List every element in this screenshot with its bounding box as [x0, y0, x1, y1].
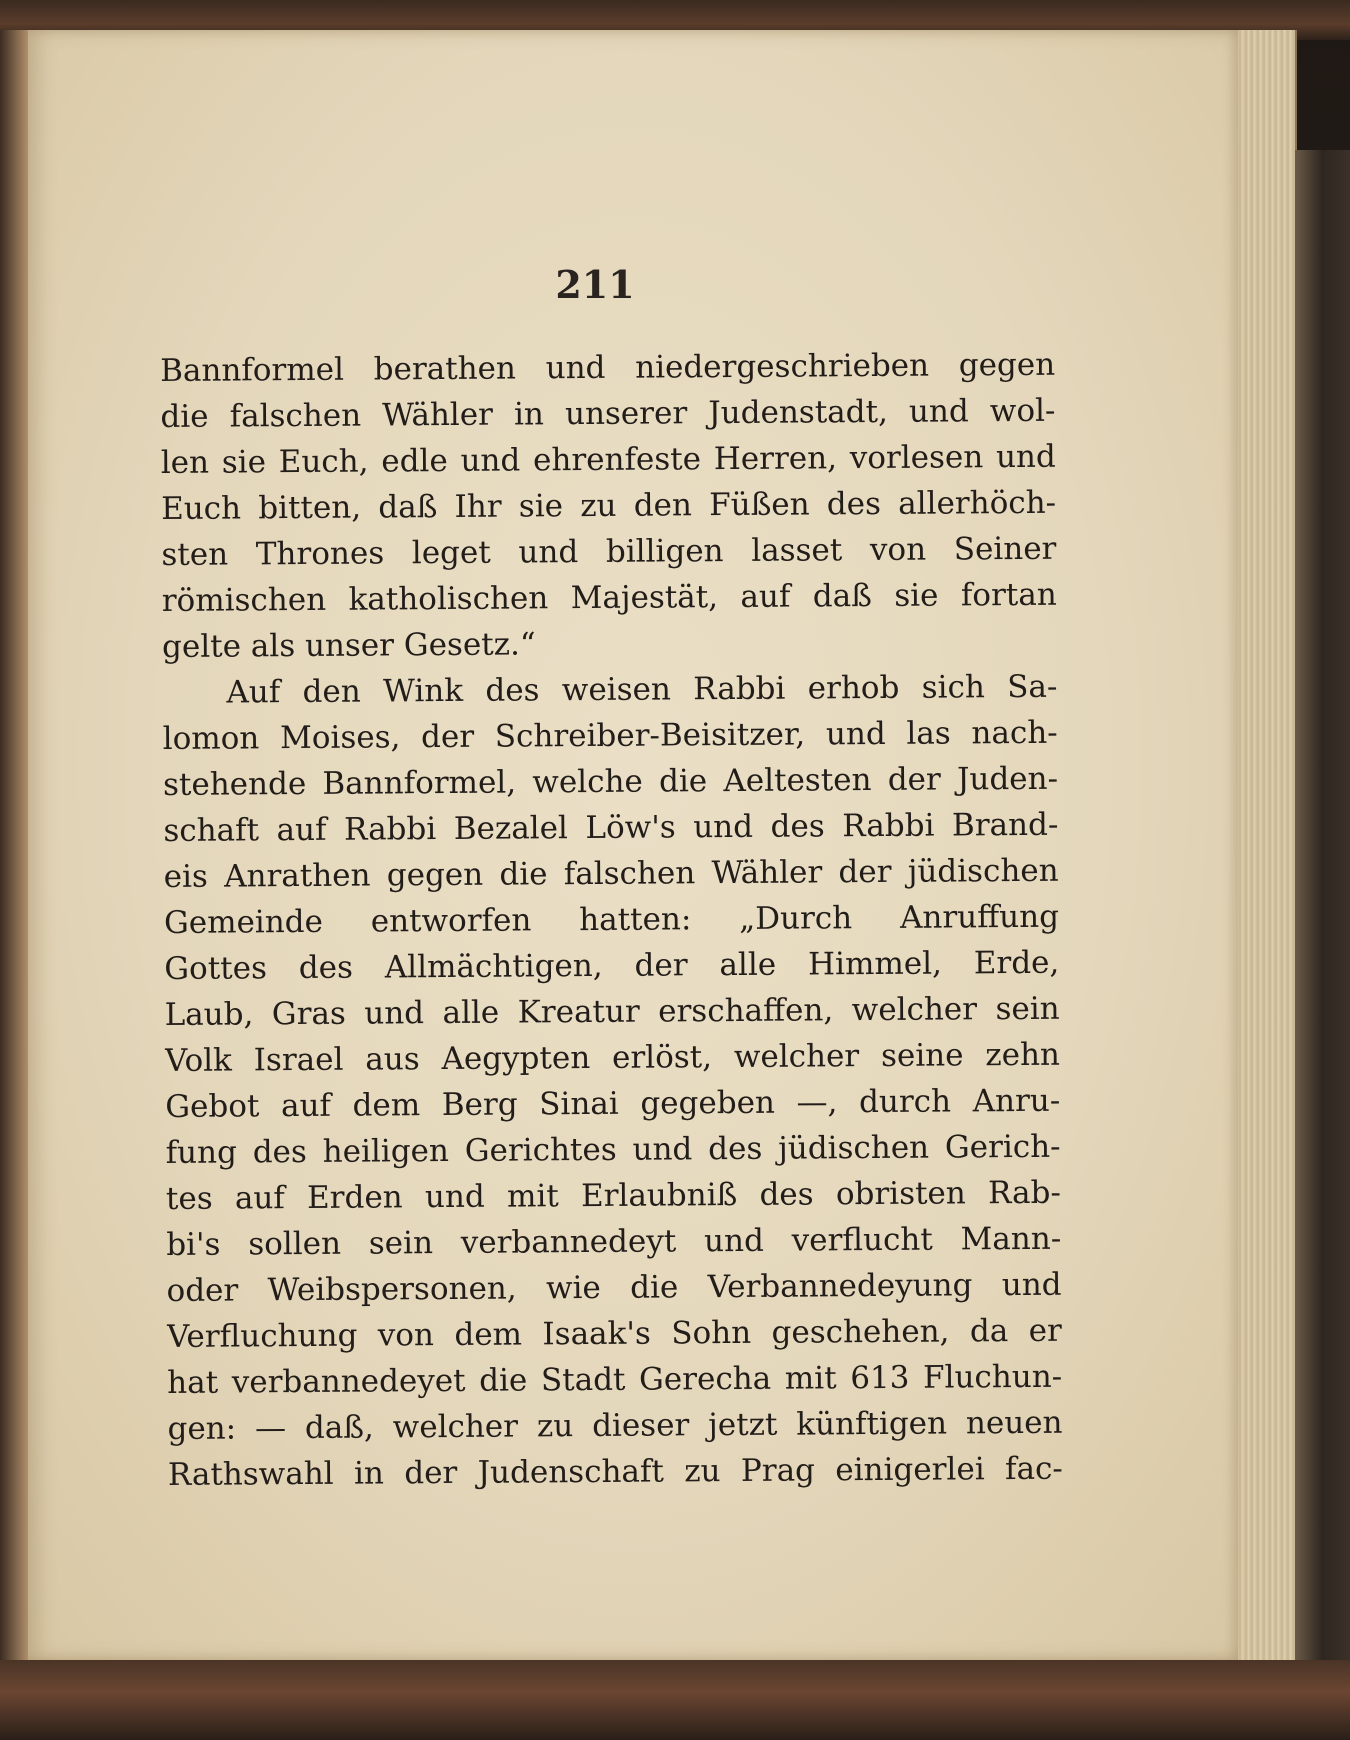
text-line: Volk Israel aus Aegypten erlöst, welcher seine zehn: [164, 1036, 1061, 1079]
text-line-paragraph-start: Auf den Wink des weisen Rabbi erhob sich Sa-: [226, 668, 1058, 711]
text-line: Laub, Gras und alle Kreatur erschaffen, welcher sein: [164, 990, 1060, 1033]
body-text: [160, 342, 1063, 1498]
text-line: Verfluchung von dem Isaak's Sohn geschehen, da er: [166, 1312, 1063, 1355]
text-line: gen: — daß, welcher zu dieser jetzt künftigen neuen: [167, 1404, 1063, 1447]
text-line: len sie Euch, edle und ehrenfeste Herren, vorlesen und: [160, 438, 1056, 481]
right-cover-edge: [1295, 150, 1350, 1660]
text-line: fung des heiligen Gerichtes und des jüdischen Gerich-: [165, 1128, 1061, 1171]
text-line: stehende Bannformel, welche die Aeltesten der Juden-: [162, 760, 1059, 803]
text-line: Bannformel berathen und niedergeschrieben gegen: [160, 346, 1056, 389]
text-line: gelte als unser Gesetz.“: [161, 626, 536, 665]
book-binding-bottom: [0, 1660, 1350, 1740]
text-line: Gemeinde entworfen hatten: „Durch Anruffung: [163, 898, 1060, 941]
page-number: 211: [555, 262, 635, 307]
text-line: Gottes des Allmächtigen, der alle Himmel, Erde,: [164, 944, 1060, 987]
book-page: [28, 30, 1238, 1660]
text-line: schaft auf Rabbi Bezalel Löw's und des Rabbi Brand-: [163, 806, 1059, 849]
text-line: tes auf Erden und mit Erlaubniß des obristen Rab-: [165, 1174, 1062, 1217]
text-line: hat verbannedeyet die Stadt Gerecha mit 613 Fluchun-: [167, 1358, 1063, 1401]
text-line: Euch bitten, daß Ihr sie zu den Füßen des allerhöch-: [160, 484, 1057, 527]
text-line: Rathswahl in der Judenschaft zu Prag einigerlei fac-: [167, 1450, 1063, 1493]
text-line: oder Weibspersonen, wie die Verbannedeyung und: [166, 1266, 1062, 1309]
text-line: die falschen Wähler in unserer Judenstadt, und wol-: [160, 392, 1056, 435]
text-line: römischen katholischen Majestät, auf daß sie fortan: [161, 576, 1057, 619]
text-line: lomon Moises, der Schreiber-Beisitzer, und las nach-: [162, 714, 1058, 757]
text-line: eis Anrathen gegen die falschen Wähler der jüdischen: [163, 852, 1059, 895]
text-line: bi's sollen sein verbannedeyt und verflucht Mann-: [166, 1220, 1062, 1263]
text-line: Gebot auf dem Berg Sinai gegeben —, durch Anru-: [165, 1082, 1061, 1125]
text-line: sten Thrones leget und billigen lasset von Seiner: [161, 530, 1057, 573]
